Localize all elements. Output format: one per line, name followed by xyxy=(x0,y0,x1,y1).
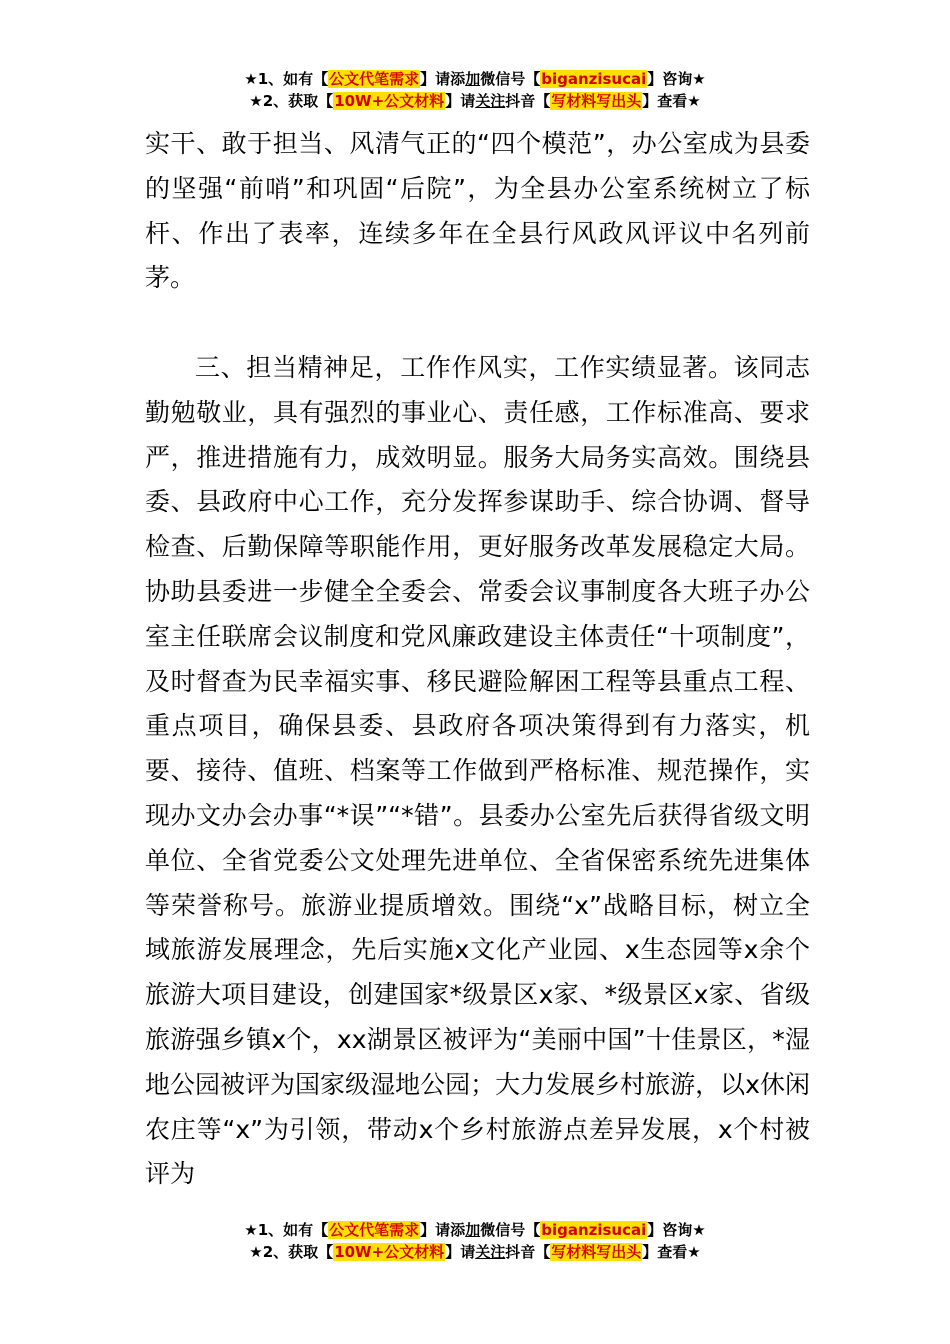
banner-highlight-douyin: 写材料写出头 xyxy=(551,1243,642,1261)
banner-line-1 xyxy=(0,1219,950,1241)
banner-text: ★1、如有【 xyxy=(244,1221,329,1239)
banner-text: 】查看★ xyxy=(642,92,701,110)
banner-highlight-service: 公文代笔需求 xyxy=(329,1221,420,1239)
banner-text: ★2、获取【 xyxy=(249,1243,334,1261)
banner-line-2 xyxy=(0,90,950,112)
banner-underline-text: 关注 xyxy=(475,1243,506,1261)
document-body xyxy=(145,122,810,1197)
banner-text: ★1、如有【 xyxy=(244,70,329,88)
footer-banner xyxy=(0,1219,950,1263)
banner-highlight-service: 公文代笔需求 xyxy=(329,70,420,88)
banner-text: 】请 xyxy=(445,92,476,110)
header-banner xyxy=(0,68,950,112)
banner-text: ★2、获取【 xyxy=(249,92,334,110)
banner-text: 微信号【 xyxy=(480,1221,541,1239)
banner-highlight-douyin: 写材料写出头 xyxy=(551,92,642,110)
banner-underline-text: 加 xyxy=(465,1221,481,1239)
banner-highlight-materials: 10W+公文材料 xyxy=(334,1243,445,1261)
banner-underline-text: 关注 xyxy=(475,92,506,110)
banner-text: 抖音【 xyxy=(505,1243,551,1261)
banner-highlight-wechat-id: biganzisucai xyxy=(541,70,647,88)
banner-text: 】咨询★ xyxy=(647,70,706,88)
banner-text: 】请添 xyxy=(420,70,466,88)
paragraph-section-three: 三、担当精神足，工作作风实，工作实绩显著。该同志勤勉敬业，具有强烈的事业心、责任感，工作标准高、要求严，推进措施有力，成效明显。服务大局务实高效。围绕县委、县政府中心工作，充分发挥参谋助手、综合协调、督导检查、后勤保障等职能作用，更好服务改革发展稳定大局。协助县委进一步健全全委会、常委会议事制度各大班子办公室主任联席会议制度和党风廉政建设主体责任“十项制度”，及时督查为民幸福实事、移民避险解困工程等县重点工程、重点项目，确保县委、县政府各项决策得到有力落实，机要、接待、值班、档案等工作做到严格标准、规范操作，实现办文办会办事“*误”“*错”。县委办公室先后获得省级文明单位、全省党委公文处理先进单位、全省保密系统先进集体等荣誉称号。旅游业提质增效。围绕“x”战略目标，树立全域旅游发展理念，先后实施x文化产业园、x生态园等x余个旅游大项目建设，创建国家*级景区x家、*级景区x家、省级旅游强乡镇x个，xx湖景区被评为“美丽中国”十佳景区，*湿地公园被评为国家级湿地公园；大力发展乡村旅游，以x休闲农庄等“x”为引领，带动x个乡村旅游点差异发展，x个村被评为 xyxy=(145,352,810,1189)
banner-text: 抖音【 xyxy=(505,92,551,110)
banner-text: 】请 xyxy=(445,1243,476,1261)
paragraph-gap xyxy=(145,301,810,346)
banner-highlight-wechat-id: biganzisucai xyxy=(541,1221,647,1239)
banner-highlight-materials: 10W+公文材料 xyxy=(334,92,445,110)
banner-text: 微信号【 xyxy=(480,70,541,88)
banner-text: 】查看★ xyxy=(642,1243,701,1261)
paragraph-continued: 实干、敢于担当、风清气正的“四个模范”，办公室成为县委的坚强“前哨”和巩固“后院”，为全县办公室系统树立了标杆、作出了表率，连续多年在全县行风政风评议中名列前茅。 xyxy=(145,129,810,293)
banner-text: 】请添 xyxy=(420,1221,466,1239)
banner-underline-text: 加 xyxy=(465,70,481,88)
banner-text: 】咨询★ xyxy=(647,1221,706,1239)
banner-line-2 xyxy=(0,1241,950,1263)
banner-line-1 xyxy=(0,68,950,90)
